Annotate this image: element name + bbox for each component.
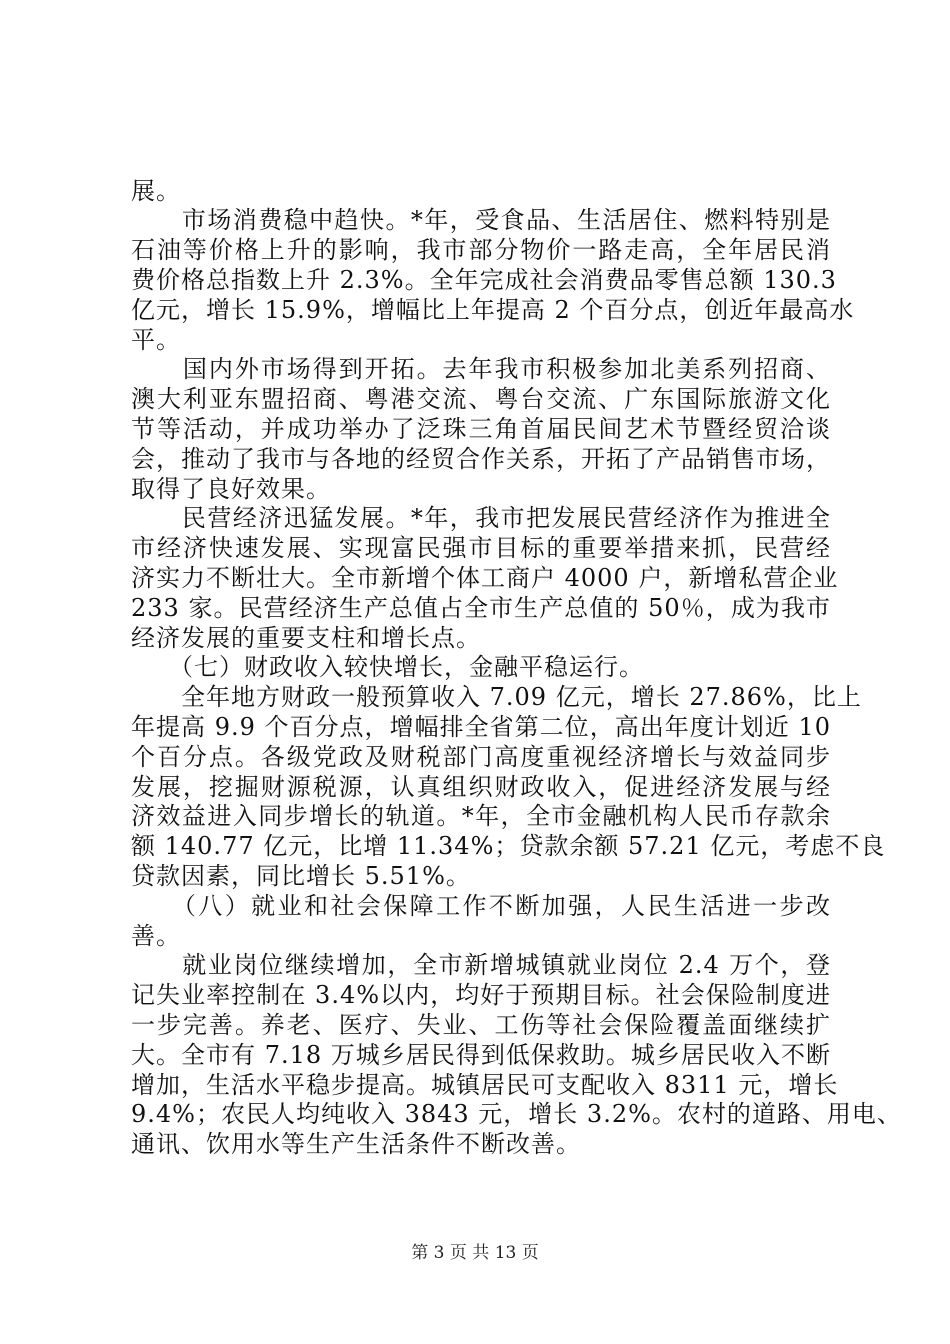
section-heading: 善。	[131, 922, 181, 950]
text-line: 9.4%；农民人均纯收入 3843 元，增长 3.2%。农村的道路、用电、	[131, 1100, 902, 1128]
text-line: 发展，挖掘财源税源，认真组织财政收入，促进经济发展与经	[131, 773, 831, 801]
text-line: 年提高 9.9 个百分点，增幅排全省第二位，高出年度计划近 10	[131, 713, 831, 741]
text-line: 额 140.77 亿元，比增 11.34%；贷款余额 57.21 亿元，考虑不良	[131, 832, 886, 860]
text-line: 增加，生活水平稳步提高。城镇居民可支配收入 8311 元，增长	[131, 1071, 839, 1099]
page-number-footer: 第 3 页 共 13 页	[411, 1243, 539, 1263]
text-line: 国内外市场得到开拓。去年我市积极参加北美系列招商、	[131, 355, 831, 383]
text-line: 一步完善。养老、医疗、失业、工伤等社会保险覆盖面继续扩	[131, 1011, 831, 1039]
text-line: 石油等价格上升的影响，我市部分物价一路走高，全年居民消	[131, 236, 831, 264]
text-line: 取得了良好效果。	[131, 475, 331, 503]
text-line: 就业岗位继续增加，全市新增城镇就业岗位 2.4 万个，登	[131, 951, 831, 979]
text-line: 济效益进入同步增长的轨道。*年，全市金融机构人民币存款余	[131, 802, 831, 830]
text-line: 记失业率控制在 3.4%以内，均好于预期目标。社会保险制度进	[131, 981, 831, 1009]
text-line: 澳大利亚东盟招商、粤港交流、粤台交流、广东国际旅游文化	[131, 385, 831, 413]
text-line: 通讯、饮用水等生产生活条件不断改善。	[131, 1130, 581, 1158]
text-line: 展。	[131, 177, 181, 205]
text-line: 会，推动了我市与各地的经贸合作关系，开拓了产品销售市场，	[131, 445, 831, 473]
section-heading: （八）就业和社会保障工作不断加强，人民生活进一步改	[131, 892, 831, 920]
text-line: 平。	[131, 326, 181, 354]
section-heading: （七）财政收入较快增长，金融平稳运行。	[131, 653, 644, 681]
text-line: 市经济快速发展、实现富民强市目标的重要举措来抓，民营经	[131, 534, 831, 562]
text-line: 个百分点。各级党政及财税部门高度重视经济增长与效益同步	[131, 743, 831, 771]
text-line: 济实力不断壮大。全市新增个体工商户 4000 户，新增私营企业	[131, 564, 839, 592]
text-line: 民营经济迅猛发展。*年，我市把发展民营经济作为推进全	[131, 504, 831, 532]
text-line: 233 家。民营经济生产总值占全市生产总值的 50％，成为我市	[131, 594, 831, 622]
text-line: 全年地方财政一般预算收入 7.09 亿元，增长 27.86%，比上	[131, 683, 862, 711]
text-line: 费价格总指数上升 2.3%。全年完成社会消费品零售总额 130.3	[131, 266, 837, 294]
text-line: 贷款因素，同比增长 5.51%。	[131, 862, 471, 890]
text-line: 经济发展的重要支柱和增长点。	[131, 624, 481, 652]
text-line: 市场消费稳中趋快。*年，受食品、生活居住、燃料特别是	[131, 206, 831, 234]
text-line: 亿元，增长 15.9%，增幅比上年提高 2 个百分点，创近年最高水	[131, 296, 855, 324]
text-line: 节等活动，并成功举办了泛珠三角首届民间艺术节暨经贸洽谈	[131, 415, 831, 443]
text-line: 大。全市有 7.18 万城乡居民得到低保救助。城乡居民收入不断	[131, 1041, 831, 1069]
